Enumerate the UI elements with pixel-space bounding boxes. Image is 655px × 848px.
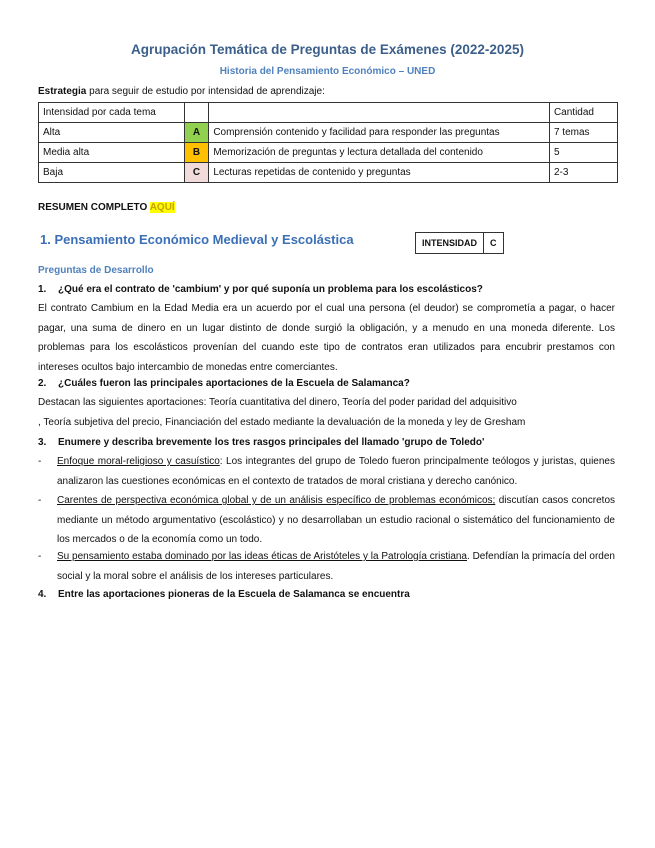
answer-2-line-2: , Teoría subjetiva del precio, Financiación del estado mediante la devaluación de la moneda y ley de Gresham (38, 416, 526, 428)
header-intensity: Intensidad por cada tema (39, 103, 185, 123)
bullet-item (38, 491, 615, 550)
bullet-rest: discutían casos concretos mediante un método argumentativo (escolástico) y no desarrollaban un estudio racional o sistemático del funcionamiento de los mercados o de la economía como un todo. (57, 495, 616, 545)
desarrollo-heading: Preguntas de Desarrollo (38, 265, 154, 276)
row-quantity: 7 temas (549, 123, 617, 143)
resumen-link[interactable]: AQUÍ (149, 202, 175, 213)
answer-2-line-1: Destacan las siguientes aportaciones: Teoría cuantitativa del dinero, Teoría del poder paridad del adquisitivo (38, 397, 517, 408)
bullet-rest: . Defendían la primacía del orden social y la moral sobre el análisis de los intereses particulares. (57, 551, 615, 582)
row-code: A (184, 123, 209, 143)
table-row (39, 143, 618, 163)
intensity-box (415, 232, 504, 254)
document-subtitle: Historia del Pensamiento Económico – UNED (219, 66, 436, 77)
question-2 (38, 378, 410, 389)
row-quantity: 5 (549, 143, 617, 163)
intensity-label: INTENSIDAD (416, 233, 484, 254)
row-name: Baja (39, 163, 185, 183)
intensity-value: C (484, 233, 504, 254)
table-row (39, 163, 618, 183)
row-desc: Memorización de preguntas y lectura detallada del contenido (209, 143, 550, 163)
question-number: 4. (38, 589, 47, 600)
question-number: 1. (38, 284, 47, 295)
section-title: 1. Pensamiento Económico Medieval y Escolástica (40, 232, 354, 247)
header-quantity: Cantidad (549, 103, 617, 123)
row-name: Alta (39, 123, 185, 143)
question-3 (38, 437, 484, 448)
resumen-line (38, 202, 175, 213)
row-desc: Lecturas repetidas de contenido y preguntas (209, 163, 550, 183)
bullet-text (57, 491, 615, 550)
resumen-label: RESUMEN COMPLETO (38, 202, 150, 213)
strategy-text: para seguir de estudio por intensidad de aprendizaje: (86, 86, 325, 97)
bullet-lead: Su pensamiento estaba dominado por las ideas éticas de Aristóteles y la Patrología cristiana (57, 551, 467, 562)
question-1 (38, 284, 483, 295)
question-text: ¿Cuáles fueron las principales aportaciones de la Escuela de Salamanca? (58, 378, 410, 389)
question-text: Enumere y describa brevemente los tres rasgos principales del llamado 'grupo de Toledo' (58, 437, 485, 448)
bullet-text (57, 547, 615, 586)
row-code: C (184, 163, 209, 183)
header-desc (209, 103, 550, 123)
answer-2 (38, 393, 615, 432)
bullet-lead: Enfoque moral-religioso y casuístico (57, 456, 220, 467)
row-code: B (184, 143, 209, 163)
bullet-item (38, 452, 615, 491)
bullet-rest: : Los integrantes del grupo de Toledo fueron principalmente teólogos y juristas, quienes analizaron las cuestiones económicas en el contexto de tratados de moral cristiana y derecho canónico. (57, 456, 615, 487)
question-number: 2. (38, 378, 47, 389)
table-header-row (39, 103, 618, 123)
intensity-table (38, 102, 618, 183)
bullet-dash: - (38, 551, 42, 562)
bullet-item (38, 547, 615, 586)
row-name: Media alta (39, 143, 185, 163)
table-row (39, 123, 618, 143)
row-desc: Comprensión contenido y facilidad para responder las preguntas (209, 123, 550, 143)
strategy-bold: Estrategia (38, 86, 87, 97)
question-number: 3. (38, 437, 47, 448)
strategy-line (38, 86, 325, 97)
question-text: Entre las aportaciones pioneras de la Escuela de Salamanca se encuentra (58, 589, 410, 600)
bullet-dash: - (38, 456, 42, 467)
bullet-text (57, 452, 615, 491)
bullet-lead: Carentes de perspectiva económica global y de un análisis específico de problemas económicos; (57, 495, 496, 506)
question-text: ¿Qué era el contrato de 'cambium' y por qué suponía un problema para los escolásticos? (58, 284, 483, 295)
bullet-dash: - (38, 495, 42, 506)
row-quantity: 2-3 (549, 163, 617, 183)
document-title: Agrupación Temática de Preguntas de Exámenes (2022-2025) (131, 42, 524, 57)
question-4 (38, 589, 410, 600)
header-code (184, 103, 209, 123)
answer-1: El contrato Cambium en la Edad Media era un acuerdo por el cual una persona (el deudor) se comprometía a pagar, o hacer pagar, una suma de dinero en un lugar distinto de donde surgió la obligación, y a menudo en una moneda diferente. Los problemas para los escolásticos provenían del cuando este tipo de contratos eran utilizados para encubrir prestamos con intereses ocultos bajo intercambio de monedas entre comerciantes. (38, 303, 615, 373)
